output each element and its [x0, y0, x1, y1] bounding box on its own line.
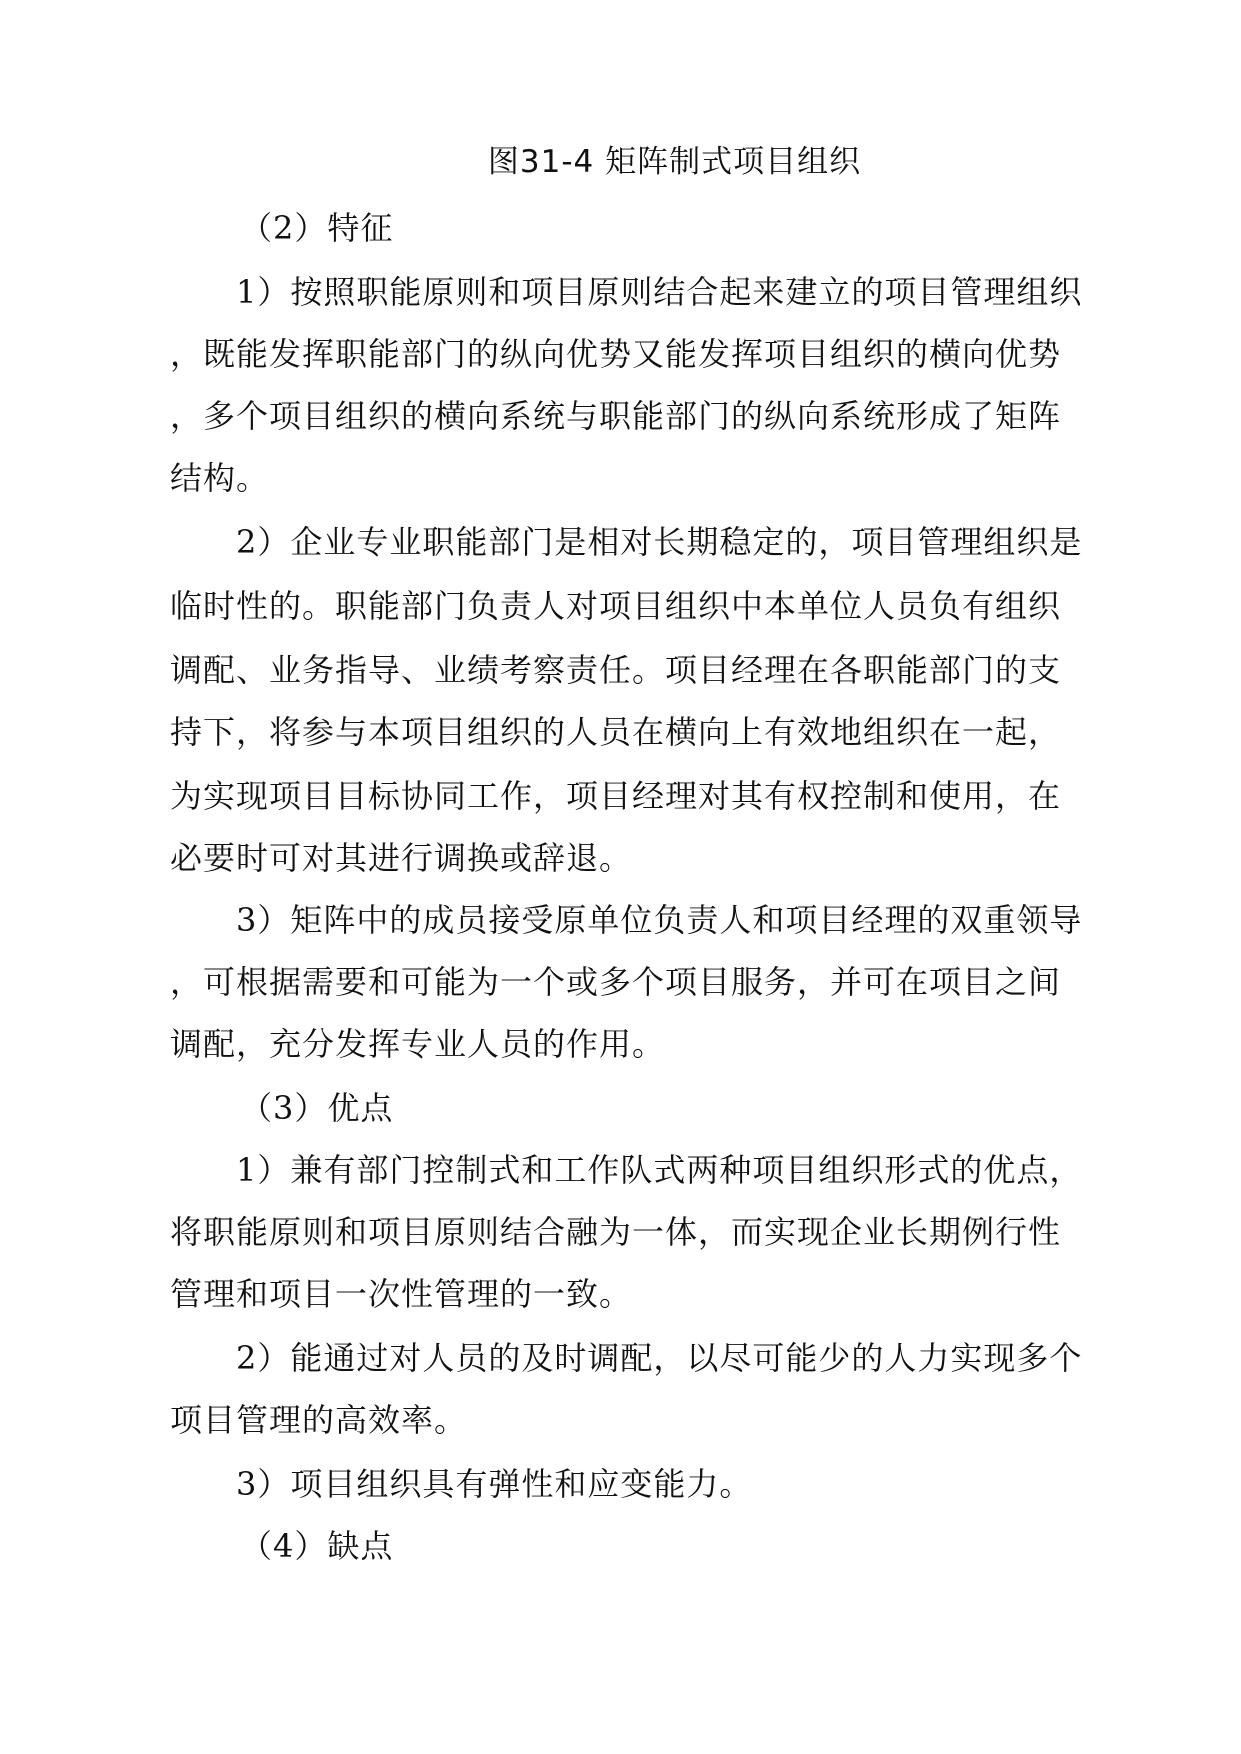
paragraph-line: 必要时可对其进行调换或辞退。	[170, 839, 633, 877]
paragraph-line: ，既能发挥职能部门的纵向优势又能发挥项目组织的横向优势	[170, 335, 1062, 373]
section-heading-disadvantages: （4）缺点	[240, 1527, 394, 1565]
paragraph-line: 将职能原则和项目原则结合融为一体，而实现企业长期例行性	[170, 1213, 1062, 1251]
paragraph-line: 结构。	[170, 459, 270, 497]
paragraph-line: 管理和项目一次性管理的一致。	[170, 1275, 633, 1313]
paragraph-line: 临时性的。职能部门负责人对项目组织中本单位人员负有组织	[170, 587, 1062, 625]
paragraph-line: 3）项目组织具有弹性和应变能力。	[236, 1465, 753, 1503]
paragraph-line: 1）兼有部门控制式和工作队式两种项目组织形式的优点，	[236, 1151, 1083, 1189]
section-heading-advantages: （3）优点	[240, 1089, 394, 1127]
section-heading-features: （2）特征	[240, 209, 394, 247]
paragraph-line: 2）能通过对人员的及时调配，以尽可能少的人力实现多个	[236, 1339, 1083, 1377]
paragraph-line: 持下，将参与本项目组织的人员在横向上有效地组织在一起，	[170, 713, 1062, 751]
paragraph-line: 3）矩阵中的成员接受原单位负责人和项目经理的双重领导	[236, 901, 1083, 939]
figure-caption: 图31-4 矩阵制式项目组织	[487, 144, 862, 180]
paragraph-line: 2）企业专业职能部门是相对长期稳定的，项目管理组织是	[236, 523, 1083, 561]
paragraph-line: ，可根据需要和可能为一个或多个项目服务，并可在项目之间	[170, 963, 1062, 1001]
paragraph-line: 1）按照职能原则和项目原则结合起来建立的项目管理组织	[236, 273, 1083, 311]
paragraph-line: ，多个项目组织的横向系统与职能部门的纵向系统形成了矩阵	[170, 397, 1062, 435]
paragraph-line: 调配、业务指导、业绩考察责任。项目经理在各职能部门的支	[170, 651, 1062, 689]
paragraph-line: 为实现项目目标协同工作，项目经理对其有权控制和使用，在	[170, 777, 1062, 815]
paragraph-line: 项目管理的高效率。	[170, 1401, 468, 1439]
paragraph-line: 调配，充分发挥专业人员的作用。	[170, 1025, 666, 1063]
